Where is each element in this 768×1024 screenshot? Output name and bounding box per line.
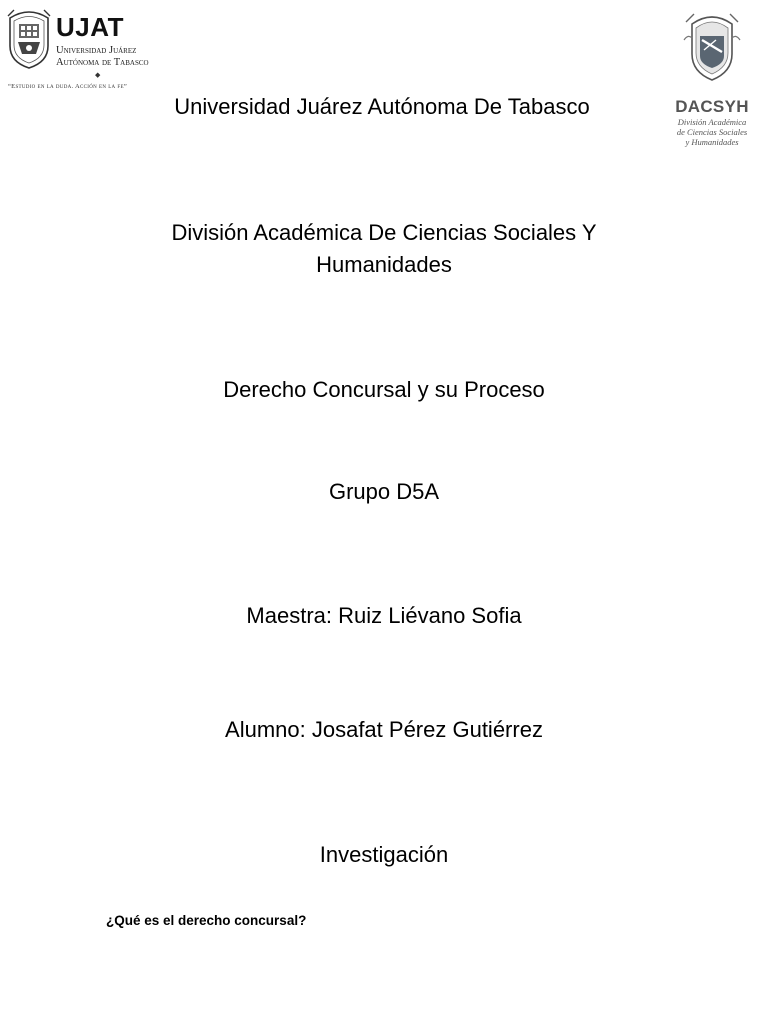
dacsyh-subtitle-line-1: División Académica xyxy=(677,117,747,127)
dacsyh-logo xyxy=(664,8,760,154)
subject-title: Derecho Concursal y su Proceso xyxy=(223,377,545,402)
dacsyh-wordmark: DACSYH xyxy=(675,97,749,116)
ujat-wordmark: UJAT xyxy=(56,12,124,42)
dacsyh-subtitle-line-3: y Humanidades xyxy=(685,137,739,147)
ujat-seal-icon xyxy=(6,8,52,70)
ujat-logo xyxy=(6,8,186,92)
teacher-name: Maestra: Ruiz Liévano Sofia xyxy=(246,603,522,628)
document-type: Investigación xyxy=(319,842,449,867)
division-name: División Académica De Ciencias Sociales Y Humanidades xyxy=(171,220,597,277)
dacsyh-subtitle-line-2: de Ciencias Sociales xyxy=(676,127,748,137)
group-label: Grupo D5A xyxy=(328,479,440,504)
question-heading: ¿Qué es el derecho concursal? xyxy=(106,913,307,928)
ujat-motto: “Estudio en la duda. Acción en la fe” xyxy=(8,83,128,90)
university-name: Universidad Juárez Autónoma De Tabasco xyxy=(174,94,590,119)
dacsyh-shield-icon xyxy=(682,10,742,82)
ujat-university-line-1: Universidad Juárez xyxy=(56,45,137,56)
diamond-ornament-icon: ◆ xyxy=(95,72,101,79)
ujat-university-line-2: Autónoma de Tabasco xyxy=(56,57,149,68)
student-name: Alumno: Josafat Pérez Gutiérrez xyxy=(225,717,543,742)
